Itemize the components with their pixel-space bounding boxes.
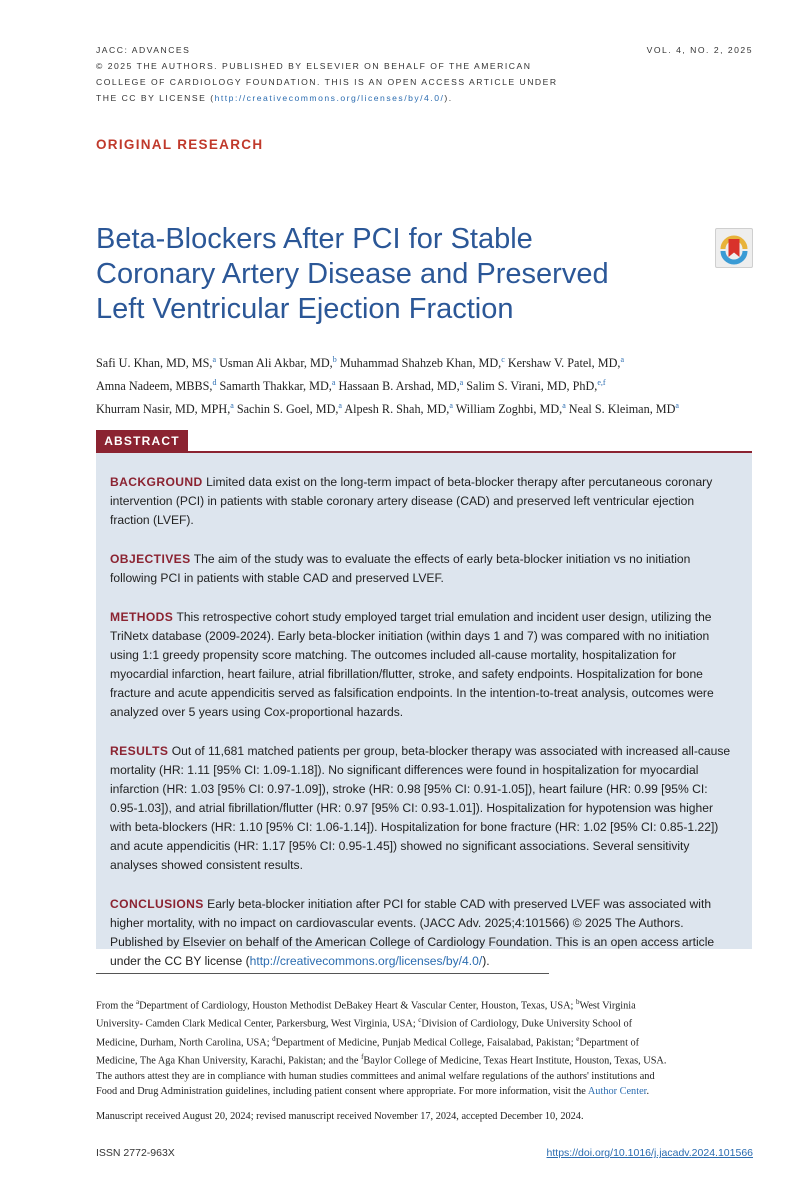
background-heading: BACKGROUND — [110, 475, 203, 489]
journal-name: JACC: ADVANCES — [96, 45, 191, 55]
results-heading: RESULTS — [110, 744, 169, 758]
methods-heading: METHODS — [110, 610, 174, 624]
abstract-objectives: OBJECTIVES The aim of the study was to evaluate the effects of early beta-blocker initiation vs no initiation following PCI in patients with stable CAD and preserved LVEF. — [110, 552, 691, 585]
title-line: Coronary Artery Disease and Preserved — [96, 258, 609, 290]
author: Hassaan B. Arshad, MD,$^a$ — [338, 378, 464, 394]
crossmark-graphic — [716, 229, 752, 267]
author: Muhammad Shahzeb Khan, MD,$^c$ — [339, 355, 505, 371]
affiliations: From the $^a$Department of Cardiology, Houston Methodist DeBakey Heart & Vascular Center, Houston, Texas, USA; $^b$West Virginia University- Camden Clark Medical Center, Parkersburg, West Virginia, USA; $^c$Division of Cardiology, Duke University School of Medicine, Durham, North Carolina, USA; $^d$Department of Medicine, Punjab Medical College, Faisalabad, Pakistan; $^e$Department of Medicine, The Aga Khan University, Karachi, Pakistan; and the $^f$Baylor College of Medicine, Texas Heart Institute, Houston, Texas, USA. — [96, 998, 667, 1067]
author: Samarth Thakkar, MD,$^a$ — [219, 378, 336, 394]
issn: ISSN 2772-963X — [96, 1147, 175, 1159]
copyright-line-2: COLLEGE OF CARDIOLOGY FOUNDATION. THIS IS AN OPEN ACCESS ARTICLE UNDER — [96, 77, 558, 87]
footnotes — [96, 995, 671, 1124]
title-line: Left Ventricular Ejection Fraction — [96, 293, 514, 325]
footnote-rule — [96, 973, 549, 974]
author: Amna Nadeem, MBBS,$^d$ — [96, 378, 217, 394]
crossmark-icon[interactable] — [715, 228, 753, 268]
author: Kershaw V. Patel, MD,$^a$ — [507, 355, 624, 371]
abstract-background: BACKGROUND Limited data exist on the long-term impact of beta-blocker therapy after percutaneous coronary intervention (PCI) in patients with stable coronary artery disease (CAD) and preserved left ventricular ejection fraction (LVEF). — [110, 475, 713, 527]
author: Alpesh R. Shah, MD,$^a$ — [344, 401, 453, 417]
author: Sachin S. Goel, MD,$^a$ — [236, 401, 342, 417]
objectives-heading: OBJECTIVES — [110, 552, 191, 566]
abstract-box — [96, 453, 752, 968]
author: William Zoghbi, MD,$^a$ — [455, 401, 566, 417]
abstract-methods: METHODS This retrospective cohort study employed target trial emulation and incident user design, utilizing the TriNetx database (2009-2024). Early beta-blocker initiation (within days 1 and 7) was compared with no initiation using 1:1 greedy propensity score matching. The outcomes included all-cause mortality, hospitalization for myocardial infarction, heart failure, atrial fibrillation/flutter, stroke, and safety endpoints. Hospitalization for bone fracture and acute appendicitis served as falsification endpoints. In the intention-to-treat analysis, outcomes were analyzed over 5 years using Cox-proportional hazards. — [110, 610, 714, 719]
volume-info: VOL. 4, NO. 2, 2025 — [646, 45, 753, 55]
author-list — [96, 350, 756, 419]
license-prefix: THE CC BY LICENSE ( — [96, 93, 215, 103]
license-suffix: ). — [444, 93, 453, 103]
conclusions-license-link[interactable]: http://creativecommons.org/licenses/by/4.0/ — [249, 954, 483, 968]
author: Usman Ali Akbar, MD,$^b$ — [219, 355, 337, 371]
copyright-line-1: © 2025 THE AUTHORS. PUBLISHED BY ELSEVIER ON BEHALF OF THE AMERICAN — [96, 61, 532, 71]
conclusions-heading: CONCLUSIONS — [110, 897, 204, 911]
author: Salim S. Virani, MD, PhD,$^{e,f}$ — [466, 378, 606, 394]
manuscript-dates: Manuscript received August 20, 2024; revised manuscript received November 17, 2024, accepted December 10, 2024. — [96, 1110, 584, 1122]
title-line: Beta-Blockers After PCI for Stable — [96, 223, 533, 255]
license-link[interactable]: http://creativecommons.org/licenses/by/4.0/ — [214, 93, 445, 103]
abstract-tab: ABSTRACT — [96, 430, 188, 453]
license-line — [96, 90, 558, 106]
article-title — [96, 222, 696, 327]
author: Khurram Nasir, MD, MPH,$^a$ — [96, 401, 234, 417]
author-center-link[interactable]: Author Center — [587, 1085, 647, 1097]
abstract-results: RESULTS Out of 11,681 matched patients per group, beta-blocker therapy was associated with increased all-cause mortality (HR: 1.11 [95% CI: 1.09-1.18]). No significant differences were found in hospitalization for myocardial infarction (HR: 1.03 [95% CI: 0.97-1.09]), stroke (HR: 0.98 [95% CI: 0.91-1.05]), heart failure (HR: 0.99 [95% CI: 0.95-1.03]), and atrial fibrillation/flutter (HR: 0.97 [95% CI: 0.93-1.01]). Hospitalization for hypotension was higher with beta-blockers (HR: 1.10 [95% CI: 1.06-1.14]). Hospitalization for bone fracture (HR: 1.02 [95% CI: 0.85-1.22]) and acute appendicitis (HR: 1.17 [95% CI: 0.95-1.45]) showed no significant associations. Several sensitivity analyses showed consistent results. — [110, 744, 731, 872]
doi-link[interactable]: https://doi.org/10.1016/j.jacadv.2024.101566 — [546, 1147, 753, 1159]
attestation: The authors attest they are in compliance with human studies committees and animal welfare regulations of the authors' institutions and Food and Drug Administration guidelines, including patient consent where appropriate. For more information, visit the Author Center. — [96, 1070, 655, 1097]
section-label: ORIGINAL RESEARCH — [96, 137, 264, 152]
abstract-conclusions: CONCLUSIONS Early beta-blocker initiation after PCI for stable CAD with preserved LVEF was associated with higher mortality, with no impact on cardiovascular events. (JACC Adv. 2025;4:101566) © 2025 The Authors. Published by Elsevier on behalf of the American College of Cardiology Foundation. This is an open access article under the CC BY license (http://creativecommons.org/licenses/by/4.0/). — [110, 897, 715, 968]
journal-header — [96, 42, 558, 106]
author: Neal S. Kleiman, $MD^a$ — [568, 401, 679, 417]
author: Safi U. Khan, MD, MS,$^a$ — [96, 355, 217, 371]
